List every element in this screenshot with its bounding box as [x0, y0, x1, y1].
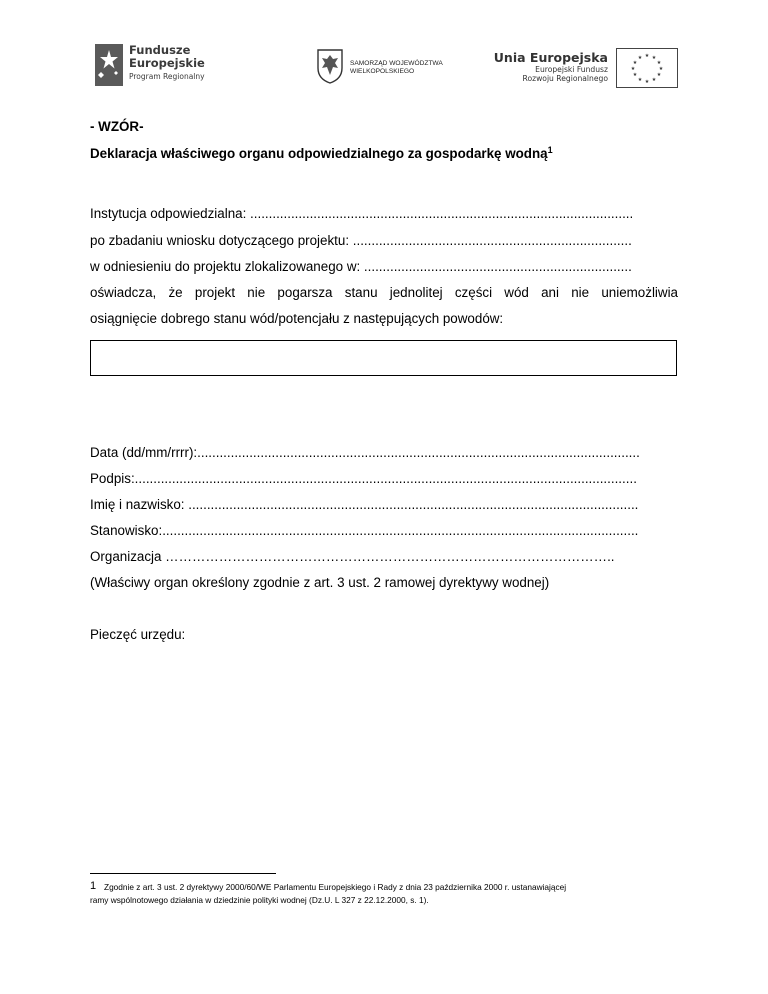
- footnote-divider: [90, 873, 276, 874]
- stamp-label: Pieczęć urzędu:: [90, 627, 186, 642]
- footnote-line1: Zgodnie z art. 3 ust. 2 dyrektywy 2000/60/WE Parlamentu Europejskiego i Rady z dnia 23 października 2000 r. ustanawiającej: [104, 882, 567, 892]
- unia-europejska-logo: [493, 48, 678, 92]
- name-field: Imię i nazwisko: .........................................................................................................................: [90, 497, 639, 512]
- footnote-ref: 1: [547, 145, 553, 155]
- unia-sub2: Rozwoju Regionalnego: [522, 74, 608, 83]
- authority-note: (Właściwy organ określony zgodnie z art. 3 ust. 2 ramowej dyrektywy wodnej): [90, 575, 550, 590]
- reasons-box[interactable]: [90, 340, 677, 376]
- statement-line1: oświadcza, że projekt nie pogarsza stanu jednolitej części wód ani nie uniemożliwia: [90, 285, 678, 300]
- samorzad-text: [350, 60, 443, 76]
- svg-text:★: ★: [637, 77, 643, 83]
- fundusze-text: [129, 44, 205, 82]
- samorzad-line2: WIELKOPOLSKIEGO: [350, 68, 415, 75]
- samorzad-logo: [316, 48, 456, 88]
- eu-flag-icon: [616, 48, 678, 88]
- svg-text:★: ★: [644, 79, 650, 85]
- svg-text:★: ★: [644, 53, 650, 59]
- svg-text:★: ★: [632, 60, 638, 66]
- logo-bar: [0, 0, 768, 100]
- unia-title: Unia Europejska: [493, 50, 608, 65]
- svg-text:★: ★: [656, 72, 662, 78]
- institution-field: Instytucja odpowiedzialna: .......................................................................................................: [90, 206, 634, 221]
- date-field: Data (dd/mm/rrrr):.......................................................................................................................: [90, 445, 640, 460]
- eagle-crest-icon: [316, 48, 344, 84]
- project-review-field: po zbadaniu wniosku dotyczącego projektu: ...........................................................................: [90, 233, 632, 248]
- unia-sub1: Europejski Fundusz: [535, 65, 608, 74]
- svg-text:★: ★: [630, 66, 636, 72]
- fundusze-line3: Program Regionalny: [129, 72, 205, 81]
- svg-text:★: ★: [632, 72, 638, 78]
- project-location-field: w odniesieniu do projektu zlokalizowanego w: ........................................................................: [90, 259, 632, 274]
- svg-text:★: ★: [656, 60, 662, 66]
- unia-text: [494, 50, 608, 83]
- statement-line2: osiągnięcie dobrego stanu wód/potencjału z następujących powodów:: [90, 311, 504, 326]
- footnote-number: 1: [90, 880, 97, 892]
- samorzad-line1: SAMORZĄD WOJEWÓDZTWA: [350, 60, 443, 67]
- document-title: [90, 146, 553, 162]
- fundusze-line2: Europejskie: [129, 56, 205, 70]
- position-field: Stanowisko:................................................................................................................................: [90, 523, 639, 538]
- fundusze-star-icon: [95, 44, 123, 86]
- svg-text:★: ★: [658, 66, 664, 72]
- fundusze-line1: Fundusze: [129, 43, 191, 57]
- signature-field: Podpis:.......................................................................................................................................: [90, 471, 637, 486]
- organization-field: Organizacja ………………………………………………………………………………………..: [90, 549, 615, 564]
- svg-text:★: ★: [651, 77, 657, 83]
- template-label: - WZÓR-: [90, 119, 144, 134]
- footnote-line2: ramy wspólnotowego działania w dziedzinie polityki wodnej (Dz.U. L 327 z 22.12.2000, s. 1).: [90, 895, 429, 905]
- fundusze-europejskie-logo: [95, 44, 215, 90]
- svg-text:★: ★: [637, 55, 643, 61]
- document-title-text: Deklaracja właściwego organu odpowiedzialnego za gospodarkę wodną: [90, 146, 548, 161]
- svg-text:★: ★: [651, 55, 657, 61]
